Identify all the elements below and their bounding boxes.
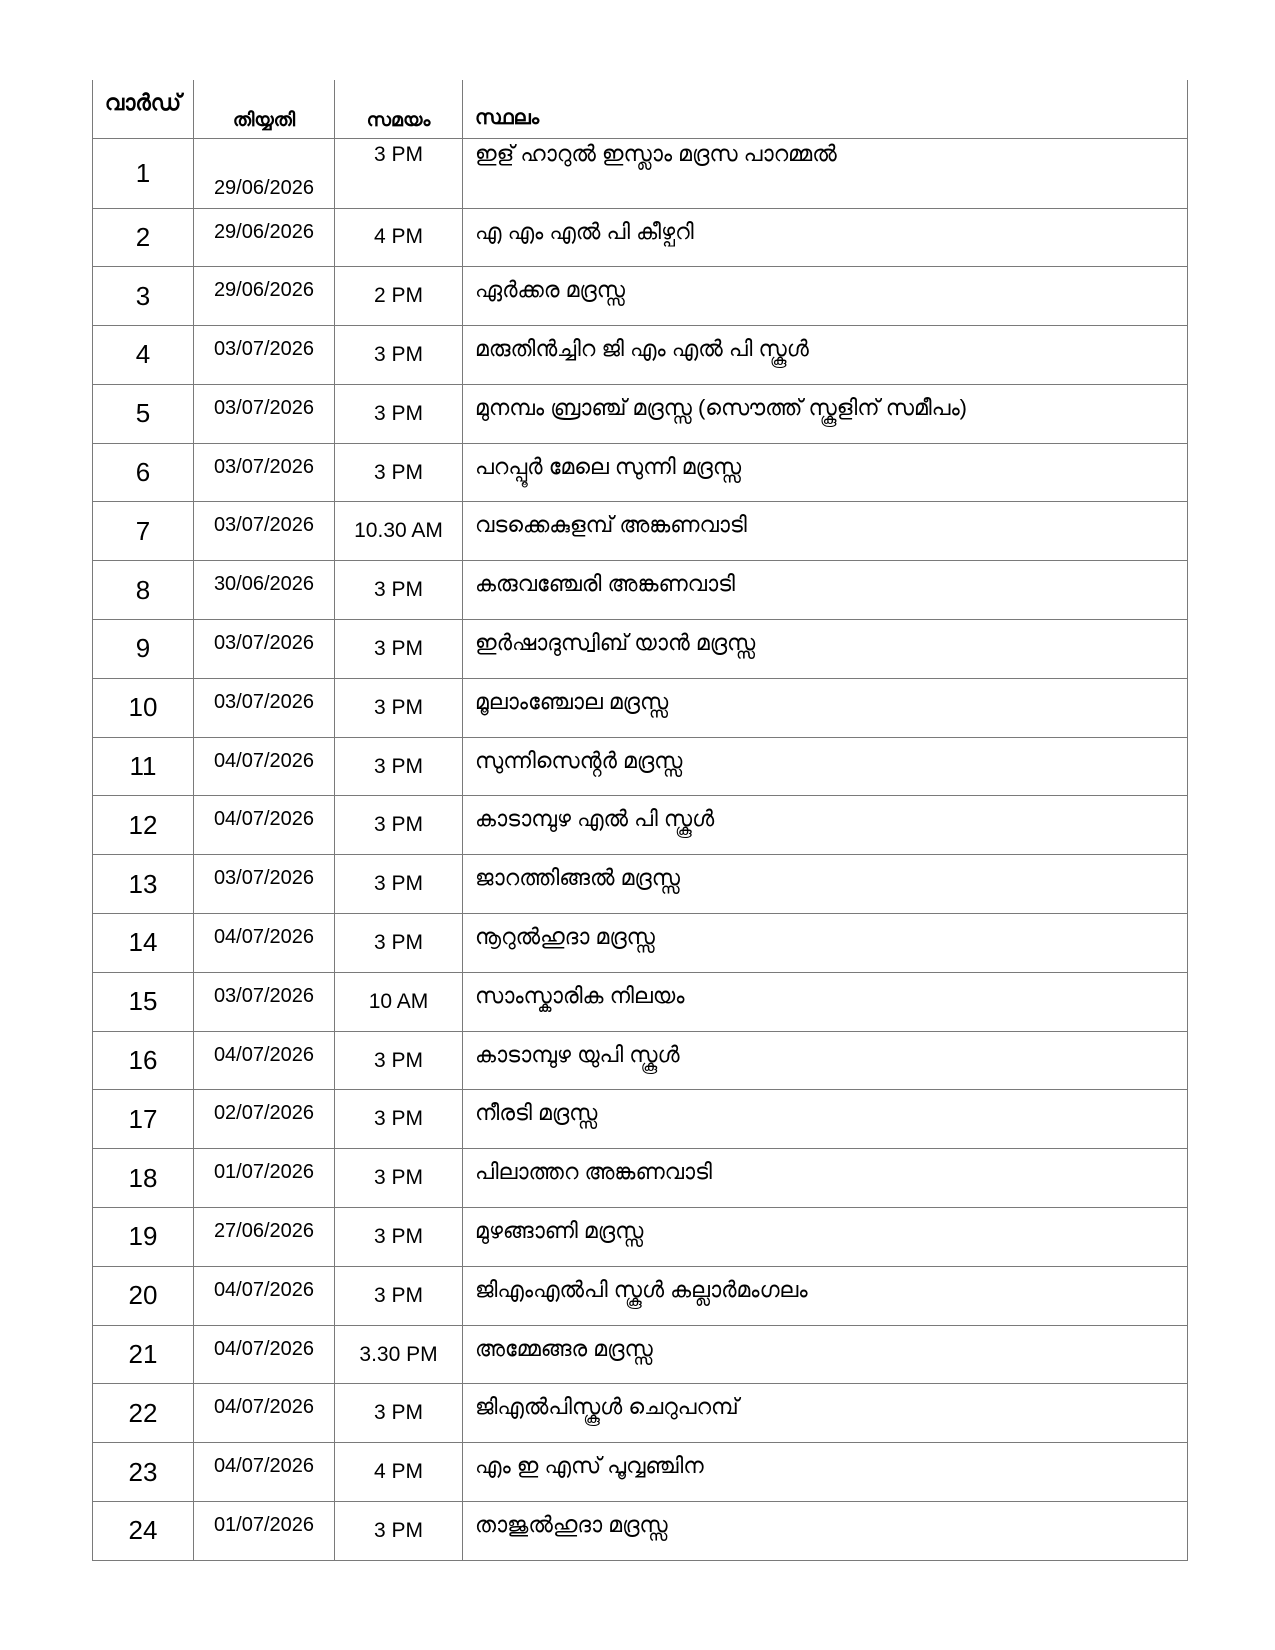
ward-cell: 23 bbox=[93, 1443, 194, 1502]
place-cell: പറപ്പൂർ മേലെ സുന്നി മദ്രസ്സ bbox=[463, 443, 1188, 502]
place-cell: നൂറുൽഹുദാ മദ്രസ്സ bbox=[463, 914, 1188, 973]
ward-cell: 1 bbox=[93, 138, 194, 208]
ward-cell: 15 bbox=[93, 972, 194, 1031]
table-row bbox=[93, 267, 1188, 326]
table-row bbox=[93, 561, 1188, 620]
date-cell: 04/07/2026 bbox=[194, 1266, 335, 1325]
date-cell: 02/07/2026 bbox=[194, 1090, 335, 1149]
place-cell: കാടാമ്പുഴ എൽ പി സ്കൂൾ bbox=[463, 796, 1188, 855]
time-cell: 3 PM bbox=[335, 796, 463, 855]
date-cell: 30/06/2026 bbox=[194, 561, 335, 620]
place-cell: ഏർക്കര മദ്രസ്സ bbox=[463, 267, 1188, 326]
ward-schedule-table bbox=[92, 80, 1188, 1561]
place-cell: താജുൽഹുദാ മദ്രസ്സ bbox=[463, 1502, 1188, 1561]
place-cell: ഇള് ഹാറുൽ ഇസ്ലാം മദ്രസ പാറമ്മൽ bbox=[463, 138, 1188, 208]
ward-cell: 12 bbox=[93, 796, 194, 855]
table-row bbox=[93, 502, 1188, 561]
time-cell: 3 PM bbox=[335, 326, 463, 385]
place-cell: മരുതിൻച്ചിറ ജി എം എൽ പി സ്കൂൾ bbox=[463, 326, 1188, 385]
time-cell: 3 PM bbox=[335, 1031, 463, 1090]
ward-cell: 22 bbox=[93, 1384, 194, 1443]
time-cell: 3 PM bbox=[335, 561, 463, 620]
header-date: തിയ്യതി bbox=[194, 80, 335, 138]
date-cell: 04/07/2026 bbox=[194, 914, 335, 973]
date-cell: 03/07/2026 bbox=[194, 502, 335, 561]
table-row bbox=[93, 443, 1188, 502]
time-cell: 2 PM bbox=[335, 267, 463, 326]
ward-cell: 21 bbox=[93, 1325, 194, 1384]
table-row bbox=[93, 384, 1188, 443]
date-cell: 04/07/2026 bbox=[194, 1031, 335, 1090]
place-cell: ജാറത്തിങ്ങൽ മദ്രസ്സ bbox=[463, 855, 1188, 914]
time-cell: 3 PM bbox=[335, 1266, 463, 1325]
ward-cell: 10 bbox=[93, 678, 194, 737]
time-cell: 10 AM bbox=[335, 972, 463, 1031]
date-cell: 03/07/2026 bbox=[194, 678, 335, 737]
header-time: സമയം bbox=[335, 80, 463, 138]
place-cell: പിലാത്തറ അങ്കണവാടി bbox=[463, 1149, 1188, 1208]
time-cell: 3 PM bbox=[335, 737, 463, 796]
date-cell: 04/07/2026 bbox=[194, 1443, 335, 1502]
time-cell: 3 PM bbox=[335, 1149, 463, 1208]
table-row bbox=[93, 1208, 1188, 1267]
ward-cell: 4 bbox=[93, 326, 194, 385]
date-cell: 04/07/2026 bbox=[194, 737, 335, 796]
time-cell: 3 PM bbox=[335, 138, 463, 208]
table-row bbox=[93, 1325, 1188, 1384]
place-cell: ഇർഷാദുസ്വിബ് യാൻ മദ്രസ്സ bbox=[463, 620, 1188, 679]
ward-cell: 20 bbox=[93, 1266, 194, 1325]
table-row bbox=[93, 138, 1188, 208]
ward-cell: 14 bbox=[93, 914, 194, 973]
ward-cell: 9 bbox=[93, 620, 194, 679]
ward-cell: 16 bbox=[93, 1031, 194, 1090]
date-cell: 03/07/2026 bbox=[194, 620, 335, 679]
date-cell: 29/06/2026 bbox=[194, 208, 335, 267]
date-cell: 04/07/2026 bbox=[194, 1384, 335, 1443]
ward-cell: 18 bbox=[93, 1149, 194, 1208]
header-row bbox=[93, 80, 1188, 138]
ward-cell: 19 bbox=[93, 1208, 194, 1267]
place-cell: നീരടി മദ്രസ്സ bbox=[463, 1090, 1188, 1149]
date-cell: 03/07/2026 bbox=[194, 326, 335, 385]
header-ward: വാർഡ് bbox=[93, 80, 194, 138]
date-cell: 03/07/2026 bbox=[194, 855, 335, 914]
time-cell: 3 PM bbox=[335, 914, 463, 973]
table-row bbox=[93, 1443, 1188, 1502]
place-cell: വടക്കെകുളമ്പ് അങ്കണവാടി bbox=[463, 502, 1188, 561]
date-cell: 01/07/2026 bbox=[194, 1149, 335, 1208]
place-cell: സുന്നിസെൻ്റർ മദ്രസ്സ bbox=[463, 737, 1188, 796]
ward-cell: 2 bbox=[93, 208, 194, 267]
date-cell: 03/07/2026 bbox=[194, 384, 335, 443]
ward-cell: 8 bbox=[93, 561, 194, 620]
table-row bbox=[93, 1149, 1188, 1208]
table-row bbox=[93, 1090, 1188, 1149]
time-cell: 3 PM bbox=[335, 620, 463, 679]
ward-cell: 6 bbox=[93, 443, 194, 502]
place-cell: ജിഎംഎൽപി സ്കൂൾ കല്ലാർമംഗലം bbox=[463, 1266, 1188, 1325]
date-cell: 01/07/2026 bbox=[194, 1502, 335, 1561]
place-cell: മൂലാംഞ്ചോല മദ്രസ്സ bbox=[463, 678, 1188, 737]
ward-cell: 13 bbox=[93, 855, 194, 914]
date-cell: 03/07/2026 bbox=[194, 443, 335, 502]
date-cell: 03/07/2026 bbox=[194, 972, 335, 1031]
ward-cell: 3 bbox=[93, 267, 194, 326]
time-cell: 3 PM bbox=[335, 1090, 463, 1149]
table-row bbox=[93, 620, 1188, 679]
time-cell: 3 PM bbox=[335, 678, 463, 737]
time-cell: 3.30 PM bbox=[335, 1325, 463, 1384]
table-row bbox=[93, 1266, 1188, 1325]
time-cell: 3 PM bbox=[335, 1502, 463, 1561]
table-row bbox=[93, 208, 1188, 267]
place-cell: മുനമ്പം ബ്രാഞ്ച് മദ്രസ്സ (സൌത്ത് സ്കൂളിന് സമീപം) bbox=[463, 384, 1188, 443]
ward-cell: 7 bbox=[93, 502, 194, 561]
place-cell: മുഴങ്ങാണി മദ്രസ്സ bbox=[463, 1208, 1188, 1267]
date-cell: 04/07/2026 bbox=[194, 796, 335, 855]
table-body bbox=[93, 138, 1188, 1560]
date-cell: 29/06/2026 bbox=[194, 267, 335, 326]
place-cell: എ എം എൽ പി കീഴ്പറി bbox=[463, 208, 1188, 267]
table-row bbox=[93, 855, 1188, 914]
ward-cell: 24 bbox=[93, 1502, 194, 1561]
time-cell: 3 PM bbox=[335, 1384, 463, 1443]
table-row bbox=[93, 1384, 1188, 1443]
time-cell: 3 PM bbox=[335, 384, 463, 443]
date-cell: 27/06/2026 bbox=[194, 1208, 335, 1267]
header-place: സ്ഥലം bbox=[463, 80, 1188, 138]
place-cell: കാടാമ്പുഴ യുപി സ്കൂൾ bbox=[463, 1031, 1188, 1090]
time-cell: 3 PM bbox=[335, 1208, 463, 1267]
place-cell: കരുവഞ്ചേരി അങ്കണവാടി bbox=[463, 561, 1188, 620]
table-row bbox=[93, 326, 1188, 385]
place-cell: അമ്മേങ്ങര മദ്രസ്സ bbox=[463, 1325, 1188, 1384]
time-cell: 10.30 AM bbox=[335, 502, 463, 561]
table-row bbox=[93, 678, 1188, 737]
table-row bbox=[93, 1502, 1188, 1561]
date-cell: 04/07/2026 bbox=[194, 1325, 335, 1384]
table-row bbox=[93, 914, 1188, 973]
ward-cell: 11 bbox=[93, 737, 194, 796]
ward-cell: 17 bbox=[93, 1090, 194, 1149]
ward-cell: 5 bbox=[93, 384, 194, 443]
schedule-sheet bbox=[92, 80, 1187, 1561]
place-cell: എം ഇ എസ് പൂവ്വഞ്ചിന bbox=[463, 1443, 1188, 1502]
table-row bbox=[93, 1031, 1188, 1090]
time-cell: 4 PM bbox=[335, 1443, 463, 1502]
time-cell: 3 PM bbox=[335, 855, 463, 914]
date-cell: 29/06/2026 bbox=[194, 138, 335, 208]
table-row bbox=[93, 796, 1188, 855]
table-header bbox=[93, 80, 1188, 138]
table-row bbox=[93, 972, 1188, 1031]
time-cell: 4 PM bbox=[335, 208, 463, 267]
place-cell: ജിഎൽപിസ്കൂൾ ചെറുപറമ്പ് bbox=[463, 1384, 1188, 1443]
time-cell: 3 PM bbox=[335, 443, 463, 502]
place-cell: സാംസ്കാരിക നിലയം bbox=[463, 972, 1188, 1031]
table-row bbox=[93, 737, 1188, 796]
